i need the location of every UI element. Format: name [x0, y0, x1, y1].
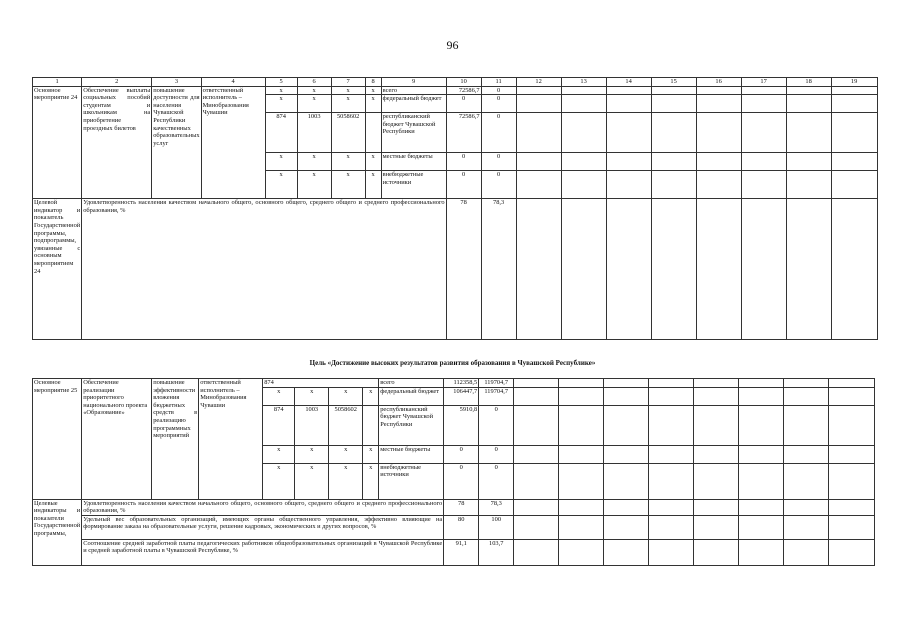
- cell: федеральный бюджет: [379, 387, 444, 405]
- indicator-text: Соотношение средней заработной платы педагогических работников общеобразовательных организаций в Чувашской Республике и средней заработной платы в Чувашской Республике, %: [82, 539, 444, 565]
- indicator-row: [33, 499, 875, 515]
- header-cell: 15: [651, 78, 696, 87]
- page-number: 96: [446, 38, 459, 52]
- goal-title: Цель «Достижение высоких результатов развития образования в Чувашской Республике»: [309, 359, 596, 367]
- header-cell: 5: [265, 78, 297, 87]
- indicator-row: [33, 539, 875, 565]
- cell: 874: [265, 113, 297, 153]
- cell: всего: [381, 86, 446, 95]
- cell: 0: [481, 86, 516, 95]
- cell: x: [363, 445, 379, 463]
- cell: 0: [446, 95, 481, 113]
- cell: x: [365, 171, 381, 199]
- cell: 0: [444, 463, 479, 499]
- cell: x: [297, 171, 331, 199]
- indicator-value: 78: [444, 499, 479, 515]
- cell: 874: [263, 405, 295, 445]
- activity-description: Обеспечение реализации приоритетного национального проекта «Образование»: [82, 379, 152, 500]
- header-cell: 7: [331, 78, 365, 87]
- header-cell: 17: [741, 78, 786, 87]
- cell: x: [297, 153, 331, 171]
- cell: 72586,7: [446, 86, 481, 95]
- cell: 119704,7: [479, 379, 514, 388]
- indicator-row: [33, 199, 878, 340]
- cell: 1003: [297, 113, 331, 153]
- header-cell: 16: [696, 78, 741, 87]
- cell: местные бюджеты: [379, 445, 444, 463]
- cell: x: [263, 463, 295, 499]
- cell: x: [365, 95, 381, 113]
- indicator-value: 78,3: [481, 199, 516, 340]
- cell: x: [331, 171, 365, 199]
- cell: 0: [481, 95, 516, 113]
- indicator-row: [33, 515, 875, 539]
- cell: 0: [481, 171, 516, 199]
- activity-description: Обеспечение выплаты социальных пособий студентам и школьникам на приобретение проездных билетов: [82, 86, 152, 199]
- cell: x: [263, 445, 295, 463]
- activity-name: Основное мероприятие 25: [33, 379, 82, 500]
- cell: 0: [481, 153, 516, 171]
- header-cell: 8: [365, 78, 381, 87]
- cell: x: [265, 153, 297, 171]
- cell: 5910,8: [444, 405, 479, 445]
- cell: x: [363, 463, 379, 499]
- indicator-text: Удовлетворенность населения качеством начального общего, основного общего, среднего общего и среднего профессионального образования, %: [82, 199, 446, 340]
- cell: всего: [379, 379, 444, 388]
- header-cell: 4: [201, 78, 265, 87]
- cell: республиканский бюджет Чувашской Республики: [381, 113, 446, 153]
- cell: 72586,7: [446, 113, 481, 153]
- cell: x: [365, 153, 381, 171]
- header-cell: 18: [786, 78, 831, 87]
- indicator-value: 78: [446, 199, 481, 340]
- activity-goal: повышение доступности для населения Чувашской Республики качественных образовательных услуг: [152, 86, 201, 199]
- header-cell: 3: [152, 78, 201, 87]
- header-cell: 14: [606, 78, 651, 87]
- program-table-2: [32, 378, 875, 566]
- cell: x: [329, 445, 363, 463]
- indicator-value: 91,1: [444, 539, 479, 565]
- header-cell: 9: [381, 78, 446, 87]
- cell: 112358,5: [444, 379, 479, 388]
- table-row: [33, 379, 875, 388]
- header-cell: 10: [446, 78, 481, 87]
- cell: x: [297, 86, 331, 95]
- cell: местные бюджеты: [381, 153, 446, 171]
- indicator-text: Удельный вес образовательных организаций, имеющих органы общественного управления, эффективно влияющие на формирование заказа на образовательные услуги, решение кадровых, экономических и других вопросов, %: [82, 515, 444, 539]
- cell: x: [329, 463, 363, 499]
- cell: [363, 405, 379, 445]
- cell: x: [263, 387, 295, 405]
- cell: 119704,7: [479, 387, 514, 405]
- cell: x: [295, 445, 329, 463]
- indicator-text: Удовлетворенность населения качеством начального общего, основного общего, среднего общего и среднего профессионального образования, %: [83, 499, 443, 515]
- cell: 0: [446, 171, 481, 199]
- activity-goal: повышение эффективности вложения бюджетных средств в реализацию программных мероприятий: [152, 379, 199, 500]
- header-cell: 19: [831, 78, 877, 87]
- indicator-value: 78,3: [479, 499, 514, 515]
- cell: 0: [446, 153, 481, 171]
- cell: внебюджетные источники: [379, 463, 444, 499]
- table-row: [33, 86, 878, 95]
- indicator-label: Целевой индикатор и показатель Государственной программы, подпрограммы, увязанные с основным мероприятием 24: [33, 199, 82, 340]
- header-cell: 11: [481, 78, 516, 87]
- cell: 1003: [295, 405, 329, 445]
- cell: [365, 113, 381, 153]
- cell: x: [331, 95, 365, 113]
- indicator-value: 103,7: [479, 539, 514, 565]
- cell: x: [265, 171, 297, 199]
- program-table-1: [32, 77, 878, 340]
- activity-executor: ответственный исполнитель – Минобразования Чувашии: [201, 86, 265, 199]
- cell: x: [329, 387, 363, 405]
- header-cell: 6: [297, 78, 331, 87]
- cell: x: [265, 86, 297, 95]
- activity-executor: ответственный исполнитель – Минобразования Чувашии: [199, 379, 263, 500]
- cell: 874: [263, 379, 379, 388]
- header-cell: 1: [33, 78, 82, 87]
- cell: 0: [479, 445, 514, 463]
- cell: x: [297, 95, 331, 113]
- cell: федеральный бюджет: [381, 95, 446, 113]
- header-row: [33, 78, 878, 87]
- header-cell: 2: [82, 78, 152, 87]
- cell: x: [365, 86, 381, 95]
- indicator-label: Целевые индикаторы и показатели Государственной программы,: [33, 499, 82, 565]
- cell: x: [363, 387, 379, 405]
- cell: внебюджетные источники: [381, 171, 446, 199]
- activity-name: Основное мероприятие 24: [33, 86, 82, 199]
- cell: 106447,7: [444, 387, 479, 405]
- indicator-value: 80: [444, 515, 479, 539]
- cell: 0: [444, 445, 479, 463]
- cell: 5058602: [329, 405, 363, 445]
- cell: x: [295, 387, 329, 405]
- cell: 5058602: [331, 113, 365, 153]
- cell: 0: [479, 463, 514, 499]
- indicator-value: 100: [479, 515, 514, 539]
- cell: x: [265, 95, 297, 113]
- cell: x: [295, 463, 329, 499]
- cell: 0: [481, 113, 516, 153]
- cell: x: [331, 153, 365, 171]
- header-cell: 12: [516, 78, 561, 87]
- header-cell: 13: [561, 78, 606, 87]
- cell: республиканский бюджет Чувашской Республики: [379, 405, 444, 445]
- cell: 0: [479, 405, 514, 445]
- cell: x: [331, 86, 365, 95]
